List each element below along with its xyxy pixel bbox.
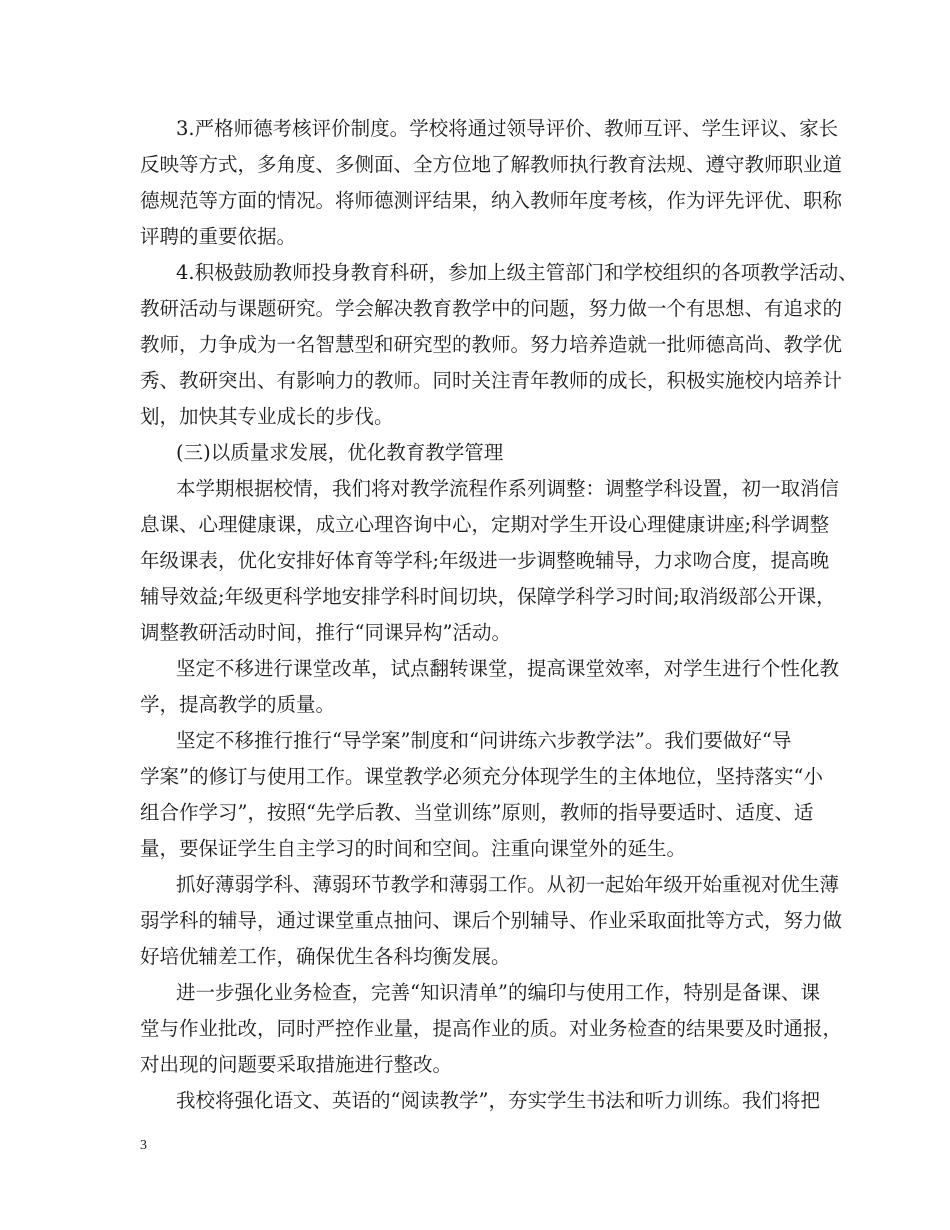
text-line: 坚定不移进行课堂改革，试点翻转课堂，提高课堂效率，对学生进行个性化教 [176,657,840,680]
text-line: 量，要保证学生自主学习的时间和空间。注重向课堂外的延生。 [140,837,687,860]
text-line: 年级课表，优化安排好体育等学科;年级进一步调整晚辅导，力求吻合度，提高晚 [140,549,830,572]
text-line: 教研活动与课题研究。学会解决教育教学中的问题，努力做一个有思想、有追求的 [140,297,843,320]
text-line: 教师，力争成为一名智慧型和研究型的教师。努力培养造就一批师德高尚、教学优 [140,333,843,356]
text-line: 划，加快其专业成长的步伐。 [140,405,394,428]
text-line: 堂与作业批改，同时严控作业量，提高作业的质。对业务检查的结果要及时通报， [140,1017,843,1040]
text-line: 我校将强化语文、英语的“阅读教学”，夯实学生书法和听力训练。我们将把 [176,1089,820,1112]
text-line: 息课、心理健康课，成立心理咨询中心，定期对学生开设心理健康讲座;科学调整 [140,513,830,536]
text-line: 反映等方式，多角度、多侧面、全方位地了解教师执行教育法规、遵守教师职业道 [140,153,843,176]
text-line: 学，提高教学的质量。 [140,693,336,716]
text-line: 德规范等方面的情况。将师德测评结果，纳入教师年度考核，作为评先评优、职称 [140,189,843,212]
text-line: 调整教研活动时间，推行“同课异构”活动。 [140,621,511,644]
text-line: 进一步强化业务检查，完善“知识清单”的编印与使用工作，特别是备课、课 [176,981,820,1004]
page-number: 3 [140,1138,147,1153]
text-line: 好培优辅差工作，确保优生各科均衡发展。 [140,945,511,968]
text-line: 对出现的问题要采取措施进行整改。 [140,1053,453,1076]
text-line: 3.严格师德考核评价制度。学校将通过领导评价、教师互评、学生评议、家长 [176,117,839,140]
text-line: 抓好薄弱学科、薄弱环节教学和薄弱工作。从初一起始年级开始重视对优生薄 [176,873,840,896]
section-heading: (三)以质量求发展，优化教育教学管理 [176,441,504,464]
text-line: 辅导效益;年级更科学地安排学科时间切块，保障学科学习时间;取消级部公开课， [140,585,836,608]
text-line: 弱学科的辅导，通过课堂重点抽问、课后个别辅导、作业采取面批等方式，努力做 [140,909,843,932]
text-line: 本学期根据校情，我们将对教学流程作系列调整：调整学科设置，初一取消信 [176,477,840,500]
text-line: 组合作学习”，按照“先学后教、当堂训练”原则，教师的指导要适时、适度、适 [140,801,814,824]
text-line: 秀、教研突出、有影响力的教师。同时关注青年教师的成长，积极实施校内培养计 [140,369,843,392]
text-line: 学案”的修订与使用工作。课堂教学必须充分体现学生的主体地位，坚持落实“小 [140,765,823,788]
text-line: 4.积极鼓励教师投身教育科研，参加上级主管部门和学校组织的各项教学活动、 [176,261,858,284]
text-line: 评聘的重要依据。 [140,225,297,248]
text-line: 坚定不移推行推行“导学案”制度和“问讲练六步教学法”。我们要做好“导 [176,729,792,752]
